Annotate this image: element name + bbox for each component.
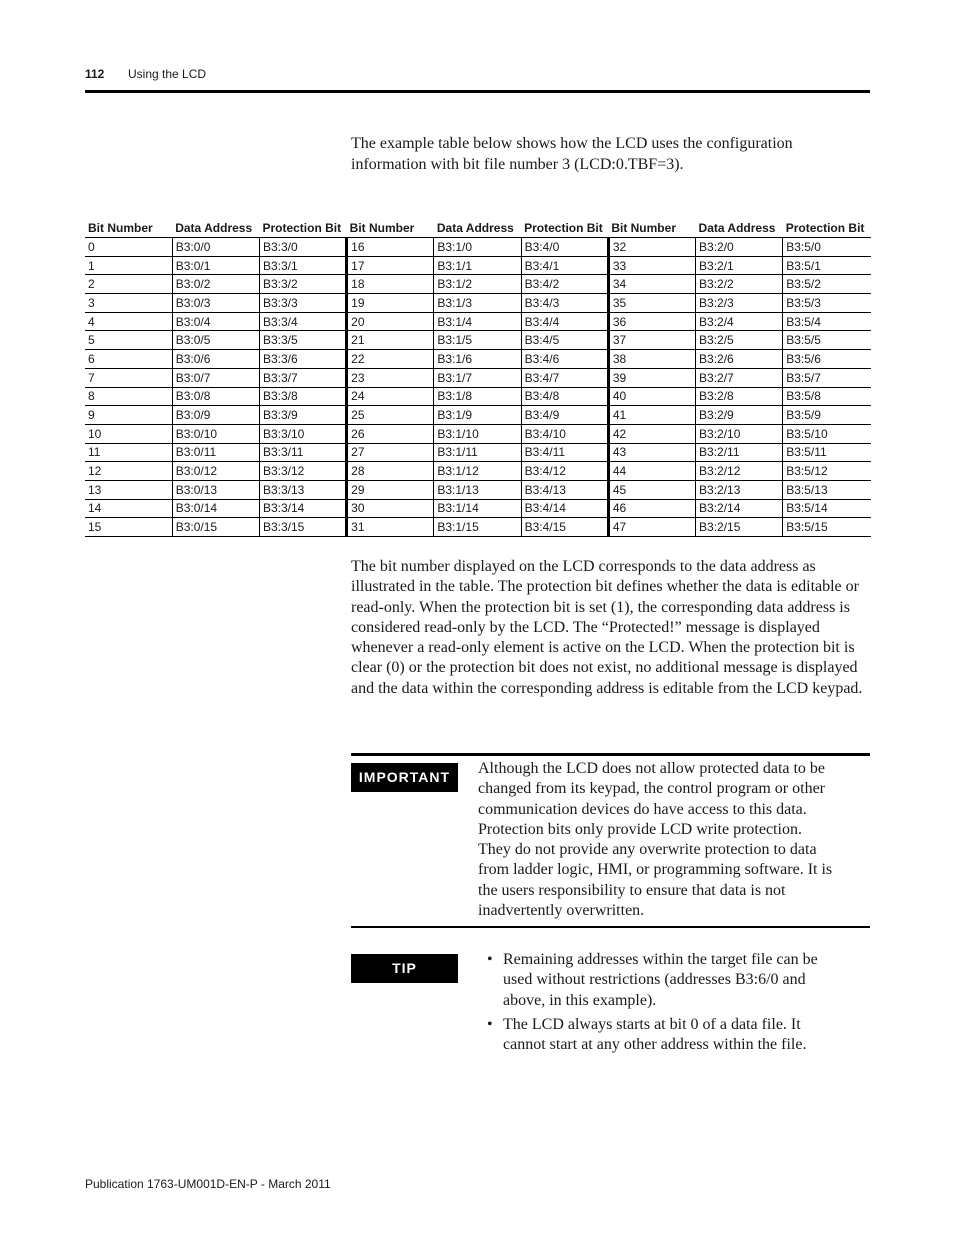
table-row — [85, 350, 871, 369]
table-cell: B3:1/1 — [434, 256, 521, 275]
tip-item-text: Remaining addresses within the target file can be used without restrictions (addresses B3:6/0 and above, in this example). — [503, 951, 818, 1009]
table-cell: B3:1/6 — [434, 350, 521, 369]
table-cell: B3:2/6 — [696, 350, 783, 369]
table-cell: 47 — [608, 518, 695, 537]
column-header: Protection Bit — [259, 219, 346, 238]
table-cell: B3:5/11 — [783, 443, 871, 462]
table-cell: B3:3/14 — [259, 499, 346, 518]
column-header: Data Address — [434, 219, 521, 238]
table-cell: B3:4/13 — [521, 480, 608, 499]
table-cell: B3:1/10 — [434, 424, 521, 443]
table-cell: 17 — [347, 256, 434, 275]
table-cell: 18 — [347, 275, 434, 294]
table-cell: B3:5/13 — [783, 480, 871, 499]
table-cell: 2 — [85, 275, 172, 294]
table-cell: B3:1/9 — [434, 406, 521, 425]
table-cell: B3:0/9 — [172, 406, 259, 425]
table-cell: B3:2/11 — [696, 443, 783, 462]
table-row — [85, 331, 871, 350]
table-cell: B3:4/0 — [521, 238, 608, 257]
table-cell: 3 — [85, 294, 172, 313]
table-cell: 23 — [347, 368, 434, 387]
table-cell: B3:2/7 — [696, 368, 783, 387]
table-cell: B3:5/2 — [783, 275, 871, 294]
table-cell: B3:0/2 — [172, 275, 259, 294]
table-cell: 25 — [347, 406, 434, 425]
table-cell: B3:2/12 — [696, 462, 783, 481]
table-cell: 4 — [85, 312, 172, 331]
table-cell: 10 — [85, 424, 172, 443]
table-cell: B3:3/8 — [259, 387, 346, 406]
table-cell: B3:4/7 — [521, 368, 608, 387]
table-cell: 19 — [347, 294, 434, 313]
table-row — [85, 238, 871, 257]
tip-list — [487, 950, 832, 1059]
table-cell: 21 — [347, 331, 434, 350]
table-row — [85, 518, 871, 537]
table-cell: 30 — [347, 499, 434, 518]
column-header: Data Address — [172, 219, 259, 238]
table-cell: B3:1/5 — [434, 331, 521, 350]
table-cell: B3:3/4 — [259, 312, 346, 331]
table-cell: B3:2/3 — [696, 294, 783, 313]
important-note — [351, 753, 870, 928]
table-cell: 16 — [347, 238, 434, 257]
table-cell: 9 — [85, 406, 172, 425]
table-cell: B3:4/2 — [521, 275, 608, 294]
table-cell: 33 — [608, 256, 695, 275]
table-cell: B3:1/14 — [434, 499, 521, 518]
table-cell: B3:0/15 — [172, 518, 259, 537]
table-cell: 0 — [85, 238, 172, 257]
table-cell: B3:5/12 — [783, 462, 871, 481]
table-cell: B3:4/12 — [521, 462, 608, 481]
table-cell: B3:5/8 — [783, 387, 871, 406]
table-cell: 13 — [85, 480, 172, 499]
table-cell: B3:0/6 — [172, 350, 259, 369]
table-cell: B3:2/1 — [696, 256, 783, 275]
table-cell: B3:2/8 — [696, 387, 783, 406]
body-paragraph: The bit number displayed on the LCD corresponds to the data address as illustrated in the table. The protection bit defines whether the data is editable or read-only. When the protection bit is set (1), the corresponding data address is considered read-only by the LCD. The “Protected!” message is displayed whenever a read-only element is active on the LCD. When the protection bit is clear (0) or the protection bit does not exist, no additional message is displayed and the data within the corresponding address is editable from the LCD keypad. — [351, 558, 863, 697]
table-cell: B3:3/10 — [259, 424, 346, 443]
table-row — [85, 499, 871, 518]
table-cell: B3:3/9 — [259, 406, 346, 425]
table-cell: B3:0/13 — [172, 480, 259, 499]
table-cell: B3:0/10 — [172, 424, 259, 443]
table-cell: B3:4/3 — [521, 294, 608, 313]
table-cell: B3:2/4 — [696, 312, 783, 331]
table-cell: 45 — [608, 480, 695, 499]
table-row — [85, 368, 871, 387]
table-cell: 11 — [85, 443, 172, 462]
table-cell: B3:4/10 — [521, 424, 608, 443]
table-cell: B3:5/7 — [783, 368, 871, 387]
table-cell: 38 — [608, 350, 695, 369]
table-cell: B3:0/3 — [172, 294, 259, 313]
table-row — [85, 480, 871, 499]
table-cell: B3:5/4 — [783, 312, 871, 331]
page-number: 112 — [85, 67, 105, 81]
table-cell: 22 — [347, 350, 434, 369]
table-row — [85, 294, 871, 313]
page-header — [85, 66, 870, 93]
table-row — [85, 275, 871, 294]
column-header: Protection Bit — [521, 219, 608, 238]
tip-item-text: The LCD always starts at bit 0 of a data file. It cannot start at any other address within the file. — [503, 1015, 807, 1054]
table-row — [85, 256, 871, 275]
table-cell: B3:4/15 — [521, 518, 608, 537]
table-cell: B3:4/14 — [521, 499, 608, 518]
important-badge: IMPORTANT — [351, 763, 458, 792]
table-cell: B3:3/6 — [259, 350, 346, 369]
table-cell: B3:3/12 — [259, 462, 346, 481]
table-cell: 32 — [608, 238, 695, 257]
table-cell: 20 — [347, 312, 434, 331]
table-row — [85, 424, 871, 443]
table-cell: B3:1/3 — [434, 294, 521, 313]
table-header-row — [85, 219, 871, 238]
table-cell: B3:4/1 — [521, 256, 608, 275]
table-cell: B3:5/0 — [783, 238, 871, 257]
table-cell: 43 — [608, 443, 695, 462]
table-cell: B3:0/12 — [172, 462, 259, 481]
table-cell: 29 — [347, 480, 434, 499]
table-cell: B3:1/15 — [434, 518, 521, 537]
table-cell: B3:3/11 — [259, 443, 346, 462]
table-cell: B3:0/4 — [172, 312, 259, 331]
table-cell: B3:2/13 — [696, 480, 783, 499]
table-cell: 28 — [347, 462, 434, 481]
table-cell: B3:1/7 — [434, 368, 521, 387]
table-cell: B3:5/9 — [783, 406, 871, 425]
table-cell: B3:4/4 — [521, 312, 608, 331]
table-cell: B3:3/15 — [259, 518, 346, 537]
important-text: Although the LCD does not allow protected data to be changed from its keypad, the control program or other communication devices do have access to this data. Protection bits only provide LCD write protection. They do not provide any overwrite protection to data from ladder logic, HMI, or programming software. It is the users responsibility to ensure that data is not inadvertently overwritten. — [478, 760, 833, 920]
table-cell: B3:3/1 — [259, 256, 346, 275]
table-cell: 41 — [608, 406, 695, 425]
table-body — [85, 238, 871, 537]
column-header: Data Address — [696, 219, 783, 238]
table-cell: 37 — [608, 331, 695, 350]
table-cell: B3:0/14 — [172, 499, 259, 518]
table-cell: B3:3/0 — [259, 238, 346, 257]
table-cell: B3:5/15 — [783, 518, 871, 537]
table-cell: B3:2/5 — [696, 331, 783, 350]
table-row — [85, 387, 871, 406]
table-row — [85, 443, 871, 462]
bullet-icon: • — [487, 1015, 493, 1033]
publication-footer: Publication 1763-UM001D-EN-P - March 2011 — [85, 1177, 331, 1191]
table-cell: B3:3/13 — [259, 480, 346, 499]
table-cell: 42 — [608, 424, 695, 443]
table-cell: B3:0/1 — [172, 256, 259, 275]
table-cell: 39 — [608, 368, 695, 387]
table-cell: 35 — [608, 294, 695, 313]
table-cell: 1 — [85, 256, 172, 275]
table-cell: 34 — [608, 275, 695, 294]
table-cell: B3:0/11 — [172, 443, 259, 462]
table-cell: B3:0/7 — [172, 368, 259, 387]
table-cell: 36 — [608, 312, 695, 331]
table-cell: B3:5/10 — [783, 424, 871, 443]
tip-item — [487, 1015, 832, 1056]
table-cell: B3:0/0 — [172, 238, 259, 257]
table-cell: B3:5/3 — [783, 294, 871, 313]
table-cell: B3:1/13 — [434, 480, 521, 499]
bit-mapping-table — [85, 219, 871, 537]
table-cell: 7 — [85, 368, 172, 387]
table-row — [85, 462, 871, 481]
column-header: Bit Number — [85, 219, 172, 238]
table-cell: B3:5/1 — [783, 256, 871, 275]
table-cell: 5 — [85, 331, 172, 350]
table-cell: B3:4/11 — [521, 443, 608, 462]
table-row — [85, 406, 871, 425]
table-cell: B3:4/8 — [521, 387, 608, 406]
table-cell: B3:1/4 — [434, 312, 521, 331]
table-row — [85, 312, 871, 331]
table-cell: 44 — [608, 462, 695, 481]
table-cell: B3:0/8 — [172, 387, 259, 406]
table-cell: B3:2/15 — [696, 518, 783, 537]
table-cell: B3:3/2 — [259, 275, 346, 294]
tip-badge: TIP — [351, 954, 458, 983]
table-cell: 27 — [347, 443, 434, 462]
table-cell: B3:5/5 — [783, 331, 871, 350]
column-header: Protection Bit — [783, 219, 871, 238]
table-cell: 40 — [608, 387, 695, 406]
tip-item — [487, 950, 832, 1011]
tip-note — [351, 945, 870, 1060]
table-cell: B3:1/12 — [434, 462, 521, 481]
table-cell: B3:1/11 — [434, 443, 521, 462]
table-cell: B3:3/5 — [259, 331, 346, 350]
table-cell: B3:2/9 — [696, 406, 783, 425]
table-cell: B3:1/8 — [434, 387, 521, 406]
table-cell: 6 — [85, 350, 172, 369]
table-cell: 8 — [85, 387, 172, 406]
table-cell: B3:4/9 — [521, 406, 608, 425]
column-header: Bit Number — [608, 219, 695, 238]
table-cell: 24 — [347, 387, 434, 406]
table-cell: 14 — [85, 499, 172, 518]
table-cell: B3:3/3 — [259, 294, 346, 313]
table-cell: B3:4/5 — [521, 331, 608, 350]
table-cell: B3:1/2 — [434, 275, 521, 294]
bullet-icon: • — [487, 951, 493, 968]
table-cell: B3:0/5 — [172, 331, 259, 350]
table-cell: B3:3/7 — [259, 368, 346, 387]
table-cell: 15 — [85, 518, 172, 537]
table-cell: B3:2/14 — [696, 499, 783, 518]
table-cell: B3:5/6 — [783, 350, 871, 369]
table-cell: B3:2/10 — [696, 424, 783, 443]
table-cell: B3:2/0 — [696, 238, 783, 257]
section-title: Using the LCD — [128, 67, 207, 81]
table-cell: B3:1/0 — [434, 238, 521, 257]
intro-paragraph: The example table below shows how the LCD uses the configuration information with bit file number 3 (LCD:0.TBF=3). — [351, 135, 793, 173]
table-cell: B3:4/6 — [521, 350, 608, 369]
table-cell: B3:2/2 — [696, 275, 783, 294]
table-cell: B3:5/14 — [783, 499, 871, 518]
column-header: Bit Number — [347, 219, 434, 238]
table-cell: 26 — [347, 424, 434, 443]
table-cell: 12 — [85, 462, 172, 481]
table-cell: 31 — [347, 518, 434, 537]
table-cell: 46 — [608, 499, 695, 518]
